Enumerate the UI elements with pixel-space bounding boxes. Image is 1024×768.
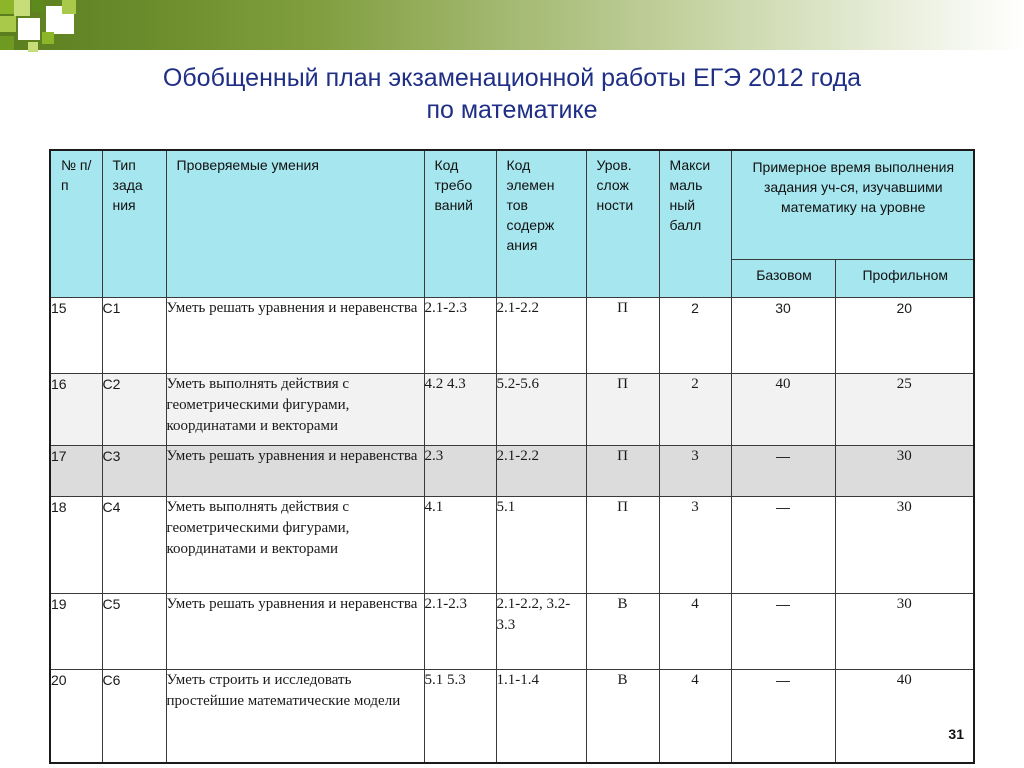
cell-base: 40 — [731, 373, 835, 445]
cell-max: 4 — [659, 593, 731, 669]
cell-content-code: 2.1-2.2 — [496, 297, 586, 373]
cell-num: 15 — [50, 297, 102, 373]
decor-square — [0, 16, 16, 32]
header-content-code: Код элемен тов содерж ания — [496, 150, 586, 297]
decor-square — [62, 0, 76, 14]
header-type: Тип зада ния — [102, 150, 166, 297]
cell-base: — — [731, 593, 835, 669]
cell-num: 20 — [50, 669, 102, 763]
cell-num: 17 — [50, 445, 102, 496]
decor-square — [32, 0, 44, 12]
cell-level: В — [586, 669, 659, 763]
cell-skill: Уметь решать уравнения и неравенства — [166, 593, 424, 669]
cell-base: — — [731, 669, 835, 763]
cell-skill: Уметь выполнять действия с геометрическими фигурами, координатами и векторами — [166, 496, 424, 593]
cell-base: — — [731, 496, 835, 593]
decor-square — [14, 0, 30, 16]
header-band — [0, 0, 1024, 50]
cell-type: С4 — [102, 496, 166, 593]
cell-profile: 30 — [835, 496, 974, 593]
cell-level: П — [586, 445, 659, 496]
cell-profile: 20 — [835, 297, 974, 373]
cell-content-code: 2.1-2.2, 3.2-3.3 — [496, 593, 586, 669]
cell-level: П — [586, 496, 659, 593]
title-line-2: по математике — [426, 96, 598, 124]
table-row — [50, 297, 974, 373]
cell-req-code: 2.1-2.3 — [424, 593, 496, 669]
cell-num: 19 — [50, 593, 102, 669]
header-skills: Проверяемые умения — [166, 150, 424, 297]
header-level: Уров. слож ности — [586, 150, 659, 297]
decor-square — [0, 36, 14, 50]
cell-content-code: 1.1-1.4 — [496, 669, 586, 763]
cell-level: В — [586, 593, 659, 669]
decor-square — [0, 0, 14, 14]
cell-skill: Уметь выполнять действия с геометрическими фигурами, координатами и векторами — [166, 373, 424, 445]
page-number: 31 — [948, 726, 964, 742]
table-row — [50, 669, 974, 763]
cell-content-code: 5.1 — [496, 496, 586, 593]
decor-square — [28, 42, 38, 52]
cell-max: 3 — [659, 496, 731, 593]
cell-level: П — [586, 297, 659, 373]
cell-profile: 40 — [835, 669, 974, 763]
slide-title — [60, 62, 964, 126]
header-time-base: Базовом — [731, 259, 835, 297]
decor-square — [18, 18, 40, 40]
cell-type: С1 — [102, 297, 166, 373]
cell-req-code: 4.2 4.3 — [424, 373, 496, 445]
cell-base: 30 — [731, 297, 835, 373]
cell-profile: 25 — [835, 373, 974, 445]
decor-square — [42, 32, 54, 44]
cell-skill: Уметь решать уравнения и неравенства — [166, 297, 424, 373]
cell-type: С3 — [102, 445, 166, 496]
cell-num: 18 — [50, 496, 102, 593]
cell-req-code: 4.1 — [424, 496, 496, 593]
cell-level: П — [586, 373, 659, 445]
cell-max: 2 — [659, 297, 731, 373]
cell-max: 2 — [659, 373, 731, 445]
cell-type: С6 — [102, 669, 166, 763]
header-num: № п/п — [50, 150, 102, 297]
cell-content-code: 5.2-5.6 — [496, 373, 586, 445]
cell-type: С5 — [102, 593, 166, 669]
header-time: Примерное время выполнения задания уч-ся, изучавшими математику на уровне — [731, 150, 974, 259]
cell-base: — — [731, 445, 835, 496]
cell-max: 4 — [659, 669, 731, 763]
cell-num: 16 — [50, 373, 102, 445]
table-row — [50, 496, 974, 593]
cell-content-code: 2.1-2.2 — [496, 445, 586, 496]
table-row — [50, 445, 974, 496]
cell-profile: 30 — [835, 593, 974, 669]
cell-req-code: 2.3 — [424, 445, 496, 496]
header-req-code: Код требо ваний — [424, 150, 496, 297]
header-max-score: Макси маль ный балл — [659, 150, 731, 297]
title-line-1: Обобщенный план экзаменационной работы ЕГЭ 2012 года — [162, 64, 862, 92]
cell-req-code: 2.1-2.3 — [424, 297, 496, 373]
cell-skill: Уметь строить и исследовать простейшие математические модели — [166, 669, 424, 763]
header-time-profile: Профильном — [835, 259, 974, 297]
table-row — [50, 593, 974, 669]
cell-profile: 30 — [835, 445, 974, 496]
cell-max: 3 — [659, 445, 731, 496]
table-row — [50, 373, 974, 445]
cell-skill: Уметь решать уравнения и неравенства — [166, 445, 424, 496]
cell-type: С2 — [102, 373, 166, 445]
exam-plan-table — [49, 149, 975, 764]
cell-req-code: 5.1 5.3 — [424, 669, 496, 763]
